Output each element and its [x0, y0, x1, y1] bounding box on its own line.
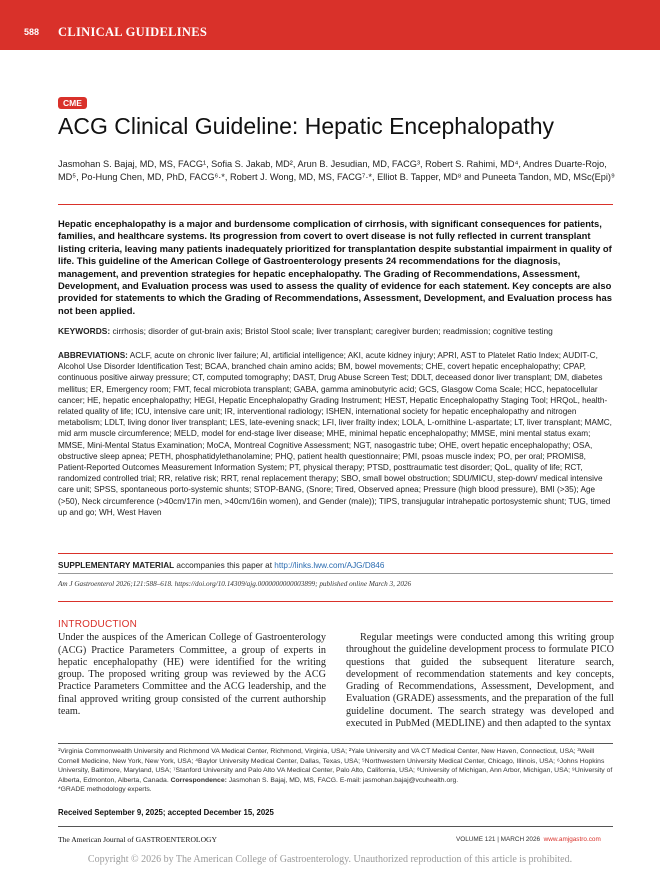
section-heading: CLINICAL GUIDELINES — [58, 25, 208, 39]
affiliations-text: ¹Virginia Commonwealth University and Richmond VA Medical Center, Richmond, Virginia, USA; ²Yale University and VA CT Medical Center, New Haven, Connecticut, USA; ³Weill Cornell Medicine, New York, New York, USA; ⁴Baylor University Medical Center, Dallas, Texas, USA; ⁵Northwestern University Medical Center, Chicago, Illinois, USA; ⁶Johns Hopkins University, Baltimore, Maryland, USA; ⁷Stanford University and Palo Alto VA Medical Center, Palo Alto, California, USA; ⁸University of Michigan, Ann Arbor, Michigan, USA; ⁹University of Alberta, Edmonton, Alberta, Canada. — [58, 748, 613, 784]
abbreviations-text: ACLF, acute on chronic liver failure; AI, artificial intelligence; AKI, acute kidney injury; APRI, AST to Platelet Ratio Index; AUDIT-C, Alcohol Use Disorder Identification Test; BCAA, branched chain amino acids; BM, bowel movements; CHE, covert hepatic encephalopathy; CPAP, continuous positive airway pressure; CT, computed tomography; DAST, Drug Abuse Screen Test; DDLT, deceased donor liver transplant; DM, diabetes mellitus; ER, Emergency room; FMT, fecal microbiota transplant; GABA, gamma aminobutyric acid; GCS, Glasgow Coma Scale; HCC, hepatocellular cancer; HE, hepatic encephalopathy; HEGI, Hepatic Encephalopathy Grading Instrument; HEST, Hepatic Encephalopathy Staging Tool; HRQoL, health-related quality of life; ICU, intensive care unit; IR, interventional radiology; ISHEN, international society for hepatic encephalopathy and nitrogen metabolism; LDLT, living donor liver transplant; LES, late-evening snack; LFI, liver frailty index; LOLA, L-ornithine L-aspartate; LT, liver transplant; MAMC, mid arm muscle circumference; MELD, model for end-stage liver disease; MHE, minimal hepatic encephalopathy; MMSE, mini mental status exam; MMSE, Mini-Mental Status Examination; MoCA, Montreal Cognitive Assessment; NGT, nasogastric tube; OHE, overt hepatic encephalopathy; OSA, obstructive sleep apnea; PETH, phosphatidylethanolamine; PHQ, patient health questionnaire; PMI, psoas muscle index; PO, per oral; PROMIS8, Patient-Reported Outcomes Measurement Information System; PT, physical therapy; PTSD, posttraumatic test disorder; QoL, quality of life; RCT, randomized controlled trial; RR, relative risk; RRT, renal replacement therapy; SBO, small bowel obstruction; SDU/MICU, step-down/ medical intensive care unit; SPSS, spontaneous porto-systemic shunts; STOP-BANG, (Snore; Tired, Observed apnea; Pressure (high blood pressure), BMI (>35); Age (>50), Neck circumference (>40cm/17in men, >40cm/16in women), and Gender (male)); TIPS, transjugular intrahepatic portosystemic shunt; TUG, timed up and go; WH, West Haven — [58, 351, 612, 517]
grade-note: *GRADE methodology experts. — [58, 786, 152, 793]
divider-footer — [58, 826, 613, 827]
column-left — [58, 619, 326, 718]
keywords-label: KEYWORDS: — [58, 326, 111, 336]
supplementary-text: accompanies this paper at — [174, 561, 275, 570]
page-number: 588 — [24, 27, 40, 37]
divider-body — [58, 601, 613, 602]
divider-middle — [58, 553, 613, 554]
received-dates: Received September 9, 2025; accepted December 15, 2025 — [58, 808, 274, 817]
supplementary-link[interactable]: http://links.lww.com/AJG/D846 — [274, 561, 385, 570]
divider-top — [58, 204, 613, 205]
keywords — [58, 326, 614, 337]
abbreviations — [58, 350, 614, 518]
journal-website[interactable]: www.amjgastro.com — [543, 836, 601, 843]
methods-paragraph: Regular meetings were conducted among this writing group throughout the guideline development process to formulate PICO questions that guided the subsequent literature search, development of recommendation statements and key concepts, Grading of Recommendations, Assessment, Development, and Evaluation (GRADE) assessments, and the preparation of the full guideline document. The search strategy was developed and executed in PubMed (MEDLINE) and then adapted to the syntax — [346, 632, 614, 730]
affiliations — [58, 747, 614, 795]
abstract: Hepatic encephalopathy is a major and burdensome complication of cirrhosis, with significant consequences for patients, families, and healthcare systems. Its progression from covert to overt disease is not fully reflected in current transplant listing criteria, leaving many patients inadequately prioritized for transplantation despite substantial impairment in quality of life. This guideline of the American College of Gastroenterology presents 24 recommendations for the diagnosis, management, and prevention strategies for hepatic encephalopathy. The Grading of Recommendations, Assessment, Development, and Evaluation process was used to assess the quality of evidence for each statement. Key concepts are also provided for statements to which the Grading of Recommendations, Assessment, Development, and Evaluation process has not been applied. — [58, 218, 612, 316]
divider-affiliations — [58, 743, 613, 744]
divider-thin — [58, 573, 613, 574]
author-list: Jasmohan S. Bajaj, MD, MS, FACG¹, Sofia S. Jakab, MD², Arun B. Jesudian, MD, FACG³, Robert S. Rahimi, MD⁴, Andres Duarte-Rojo, MD⁵, Po-Hung Chen, MD, PhD, FACG⁶·*, Robert J. Wong, MD, MS, FACG⁷·*, Elliot B. Tapper, MD⁸ and Puneeta Tandon, MD, MSc(Epi)⁹ — [58, 159, 615, 182]
supplementary-material — [58, 561, 614, 570]
volume-text: VOLUME 121 | MARCH 2026 — [456, 836, 541, 843]
citation: Am J Gastroenterol 2026;121:588–618. https://doi.org/10.14309/ajg.0000000000003899; published online March 3, 2026 — [58, 580, 412, 588]
journal-name — [58, 835, 217, 844]
introduction-heading: INTRODUCTION — [58, 619, 138, 630]
supplementary-label: SUPPLEMENTARY MATERIAL — [58, 561, 175, 570]
correspondence-text: Jasmohan S. Bajaj, MD, MS, FACG. E-mail: jasmohan.bajaj@vcuhealth.org. — [226, 776, 459, 784]
introduction-paragraph: Under the auspices of the American College of Gastroenterology (ACG) Practice Parameters Committee, a group of experts in hepatic encephalopathy (HE) were identified for the writing group. The proposed writing group was reviewed by the ACG Practice Parameters Committee and the ACG leadership, and the final approved writing group consisted of the current authorship team. — [58, 632, 326, 718]
journal-prefix: The American Journal of — [58, 835, 136, 844]
journal-title: GASTROENTEROLOGY — [135, 835, 218, 844]
cme-badge: CME — [58, 97, 87, 109]
correspondence-label: Correspondence: — [170, 776, 227, 784]
article-title: ACG Clinical Guideline: Hepatic Encephalopathy — [58, 113, 555, 139]
header-bar — [0, 0, 660, 50]
copyright-notice: Copyright © 2026 by The American College of Gastroenterology. Unauthorized reproduction of this article is prohibited. — [87, 854, 573, 865]
footer-volume — [456, 836, 601, 843]
abbreviations-label: ABBREVIATIONS: — [58, 351, 128, 360]
keywords-text: cirrhosis; disorder of gut-brain axis; Bristol Stool scale; liver transplant; caregiver burden; readmission; cognitive testing — [112, 326, 553, 336]
column-right — [346, 619, 614, 730]
